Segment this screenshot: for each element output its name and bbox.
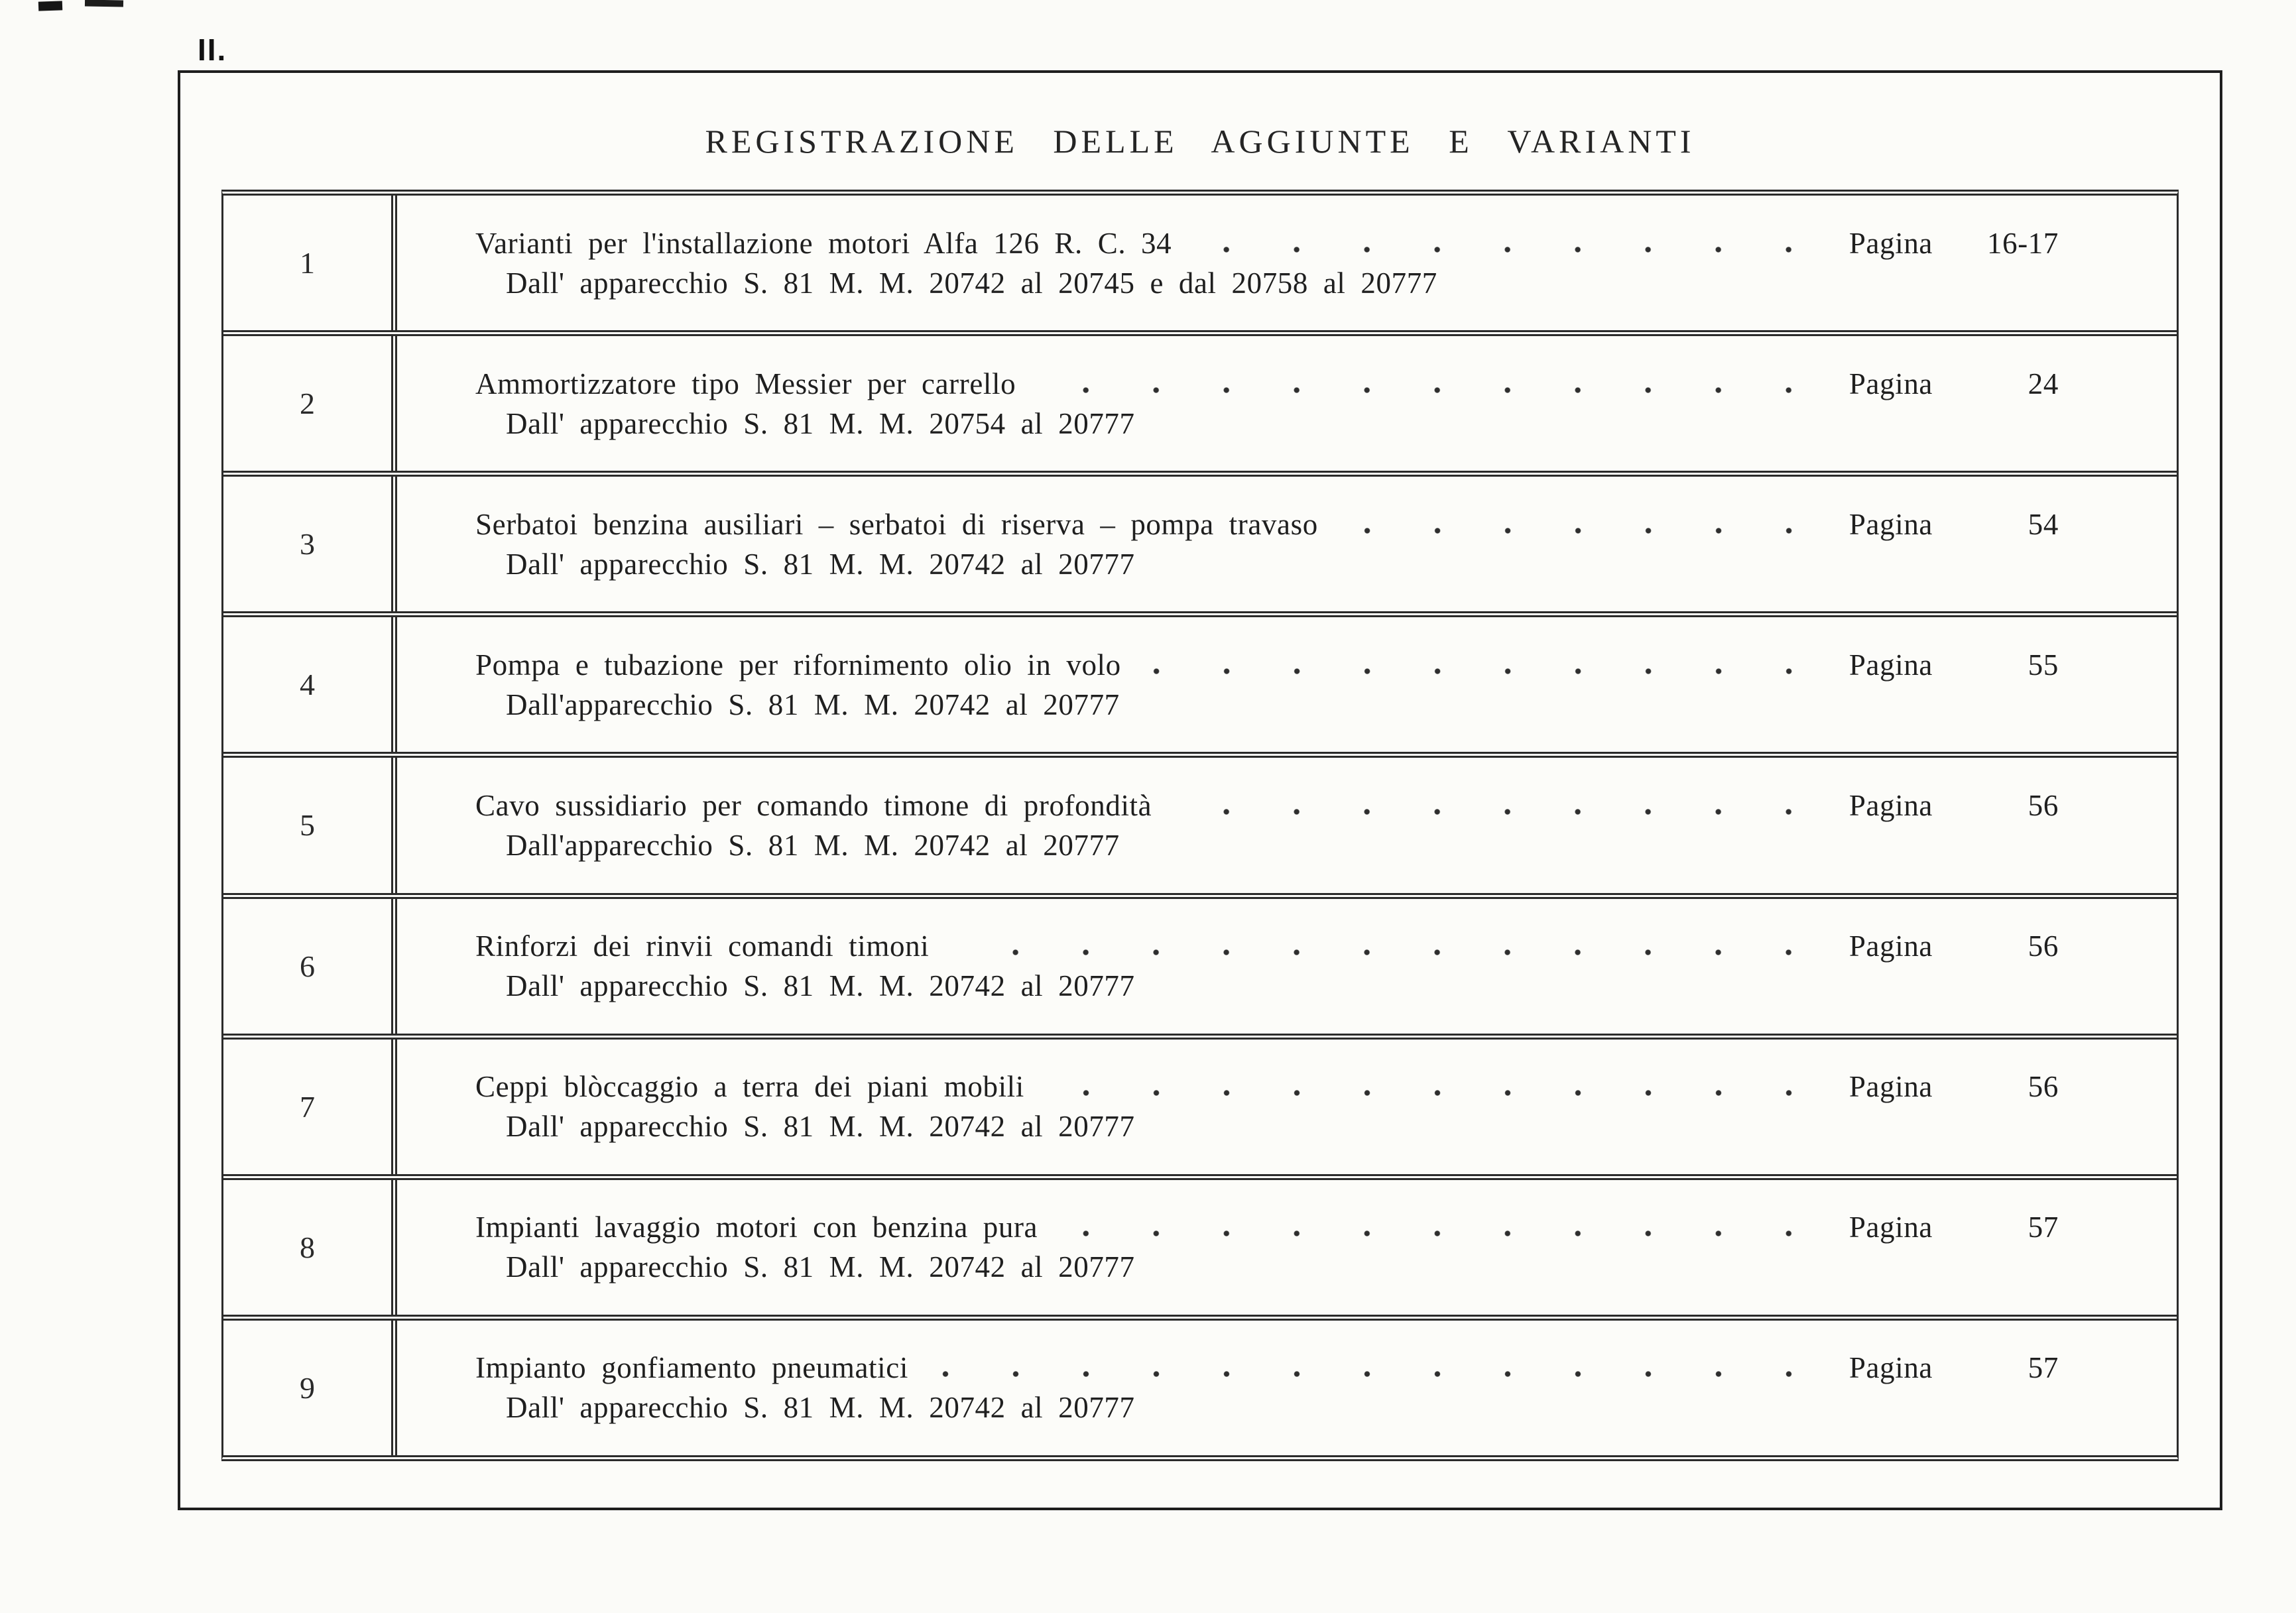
row-content bbox=[397, 1321, 2177, 1455]
row-number: 8 bbox=[223, 1180, 397, 1315]
page-number-value: 56 bbox=[2027, 788, 2059, 822]
page-label: Pagina bbox=[1848, 367, 1933, 400]
row-number: 7 bbox=[223, 1040, 397, 1174]
row-number: 9 bbox=[223, 1321, 397, 1455]
page-number-value: 57 bbox=[2027, 1211, 2059, 1244]
scan-artifact bbox=[38, 1, 62, 11]
page-label: Pagina bbox=[1848, 1070, 1933, 1104]
row-subtitle: Dall' apparecchio S. 81 M. M. 20754 al 20777 bbox=[506, 406, 1135, 440]
table-row bbox=[223, 1174, 2177, 1315]
row-title-line bbox=[475, 507, 2059, 542]
row-title: Serbatoi benzina ausiliari – serbatoi di riserva – pompa travaso bbox=[475, 507, 1318, 541]
page-label: Pagina bbox=[1848, 226, 1933, 260]
row-content bbox=[397, 899, 2177, 1034]
dot-leader bbox=[1150, 668, 1824, 674]
row-content bbox=[397, 758, 2177, 892]
row-title: Impianti lavaggio motori con benzina pura bbox=[475, 1211, 1038, 1244]
row-content bbox=[397, 196, 2177, 330]
row-subtitle: Dall' apparecchio S. 81 M. M. 20742 al 20777 bbox=[506, 1110, 1135, 1144]
dot-leader bbox=[937, 1371, 1824, 1377]
dot-leader bbox=[1045, 387, 1824, 393]
row-title-line bbox=[475, 788, 2059, 823]
row-number: 4 bbox=[223, 617, 397, 752]
row-subtitle: Dall' apparecchio S. 81 M. M. 20742 al 20777 bbox=[506, 1250, 1135, 1284]
row-title-line bbox=[475, 1069, 2059, 1104]
dot-leader bbox=[1067, 1230, 1824, 1236]
row-subtitle: Dall' apparecchio S. 81 M. M. 20742 al 20745 e dal 20758 al 20777 bbox=[506, 266, 1437, 300]
page-number-value: 54 bbox=[2027, 507, 2059, 541]
row-title-line bbox=[475, 367, 2059, 401]
row-title-line bbox=[475, 1210, 2059, 1244]
row-title-line bbox=[475, 648, 2059, 682]
page-number-value: 56 bbox=[2027, 929, 2059, 963]
page-label: Pagina bbox=[1848, 929, 1933, 963]
row-content bbox=[397, 336, 2177, 471]
dot-leader bbox=[1181, 809, 1824, 815]
document-frame bbox=[178, 70, 2222, 1510]
page-number-value: 24 bbox=[2027, 367, 2059, 400]
row-number: 3 bbox=[223, 477, 397, 611]
row-title: Impianto gonfiamento pneumatici bbox=[475, 1351, 908, 1385]
row-subtitle: Dall' apparecchio S. 81 M. M. 20742 al 20777 bbox=[506, 547, 1135, 581]
page-label: Pagina bbox=[1848, 1211, 1933, 1244]
row-title: Ceppi blòccaggio a terra dei piani mobili bbox=[475, 1070, 1024, 1104]
row-number: 6 bbox=[223, 899, 397, 1034]
row-subtitle: Dall' apparecchio S. 81 M. M. 20742 al 20777 bbox=[506, 1391, 1135, 1425]
variants-table-rows bbox=[221, 190, 2179, 1461]
row-title-line bbox=[475, 226, 2059, 261]
table-row bbox=[223, 330, 2177, 471]
table-row bbox=[223, 752, 2177, 892]
table-row bbox=[223, 893, 2177, 1034]
row-title: Varianti per l'installazione motori Alfa 126 R. C. 34 bbox=[475, 226, 1172, 260]
row-title-line bbox=[475, 1350, 2059, 1385]
page-number-value: 55 bbox=[2027, 648, 2059, 682]
row-content bbox=[397, 1040, 2177, 1174]
row-title: Ammortizzatore tipo Messier per carrello bbox=[475, 367, 1016, 400]
page-label: Pagina bbox=[1848, 788, 1933, 822]
scan-artifact bbox=[85, 0, 123, 7]
row-number: 5 bbox=[223, 758, 397, 892]
page-number-value: 16-17 bbox=[1987, 226, 2059, 260]
page-title: REGISTRAZIONE DELLE AGGIUNTE E VARIANTI bbox=[705, 123, 1695, 160]
table-row bbox=[223, 471, 2177, 611]
dot-leader bbox=[958, 949, 1824, 955]
page-number-value: 57 bbox=[2027, 1351, 2059, 1385]
row-number: 1 bbox=[223, 196, 397, 330]
page-label: Pagina bbox=[1848, 1351, 1933, 1385]
page-label: Pagina bbox=[1848, 507, 1933, 541]
page-label: Pagina bbox=[1848, 648, 1933, 682]
table-row bbox=[223, 611, 2177, 752]
page-number-corner-label: II. bbox=[198, 32, 227, 67]
row-subtitle: Dall'apparecchio S. 81 M. M. 20742 al 20777 bbox=[506, 828, 1120, 862]
row-content bbox=[397, 617, 2177, 752]
row-subtitle: Dall' apparecchio S. 81 M. M. 20742 al 20777 bbox=[506, 969, 1135, 1003]
row-number: 2 bbox=[223, 336, 397, 471]
dot-leader bbox=[1054, 1090, 1824, 1096]
row-title: Cavo sussidiario per comando timone di profondità bbox=[475, 788, 1152, 822]
row-subtitle: Dall'apparecchio S. 81 M. M. 20742 al 20777 bbox=[506, 687, 1120, 721]
table-row bbox=[223, 196, 2177, 330]
table-row bbox=[223, 1034, 2177, 1174]
row-content bbox=[397, 1180, 2177, 1315]
page-number-value: 56 bbox=[2027, 1070, 2059, 1104]
row-title-line bbox=[475, 929, 2059, 963]
table-row bbox=[223, 1315, 2177, 1455]
row-title: Pompa e tubazione per rifornimento olio in volo bbox=[475, 648, 1121, 682]
dot-leader bbox=[1201, 247, 1824, 253]
dot-leader bbox=[1347, 528, 1824, 534]
row-title: Rinforzi dei rinvii comandi timoni bbox=[475, 929, 930, 963]
row-content bbox=[397, 477, 2177, 611]
